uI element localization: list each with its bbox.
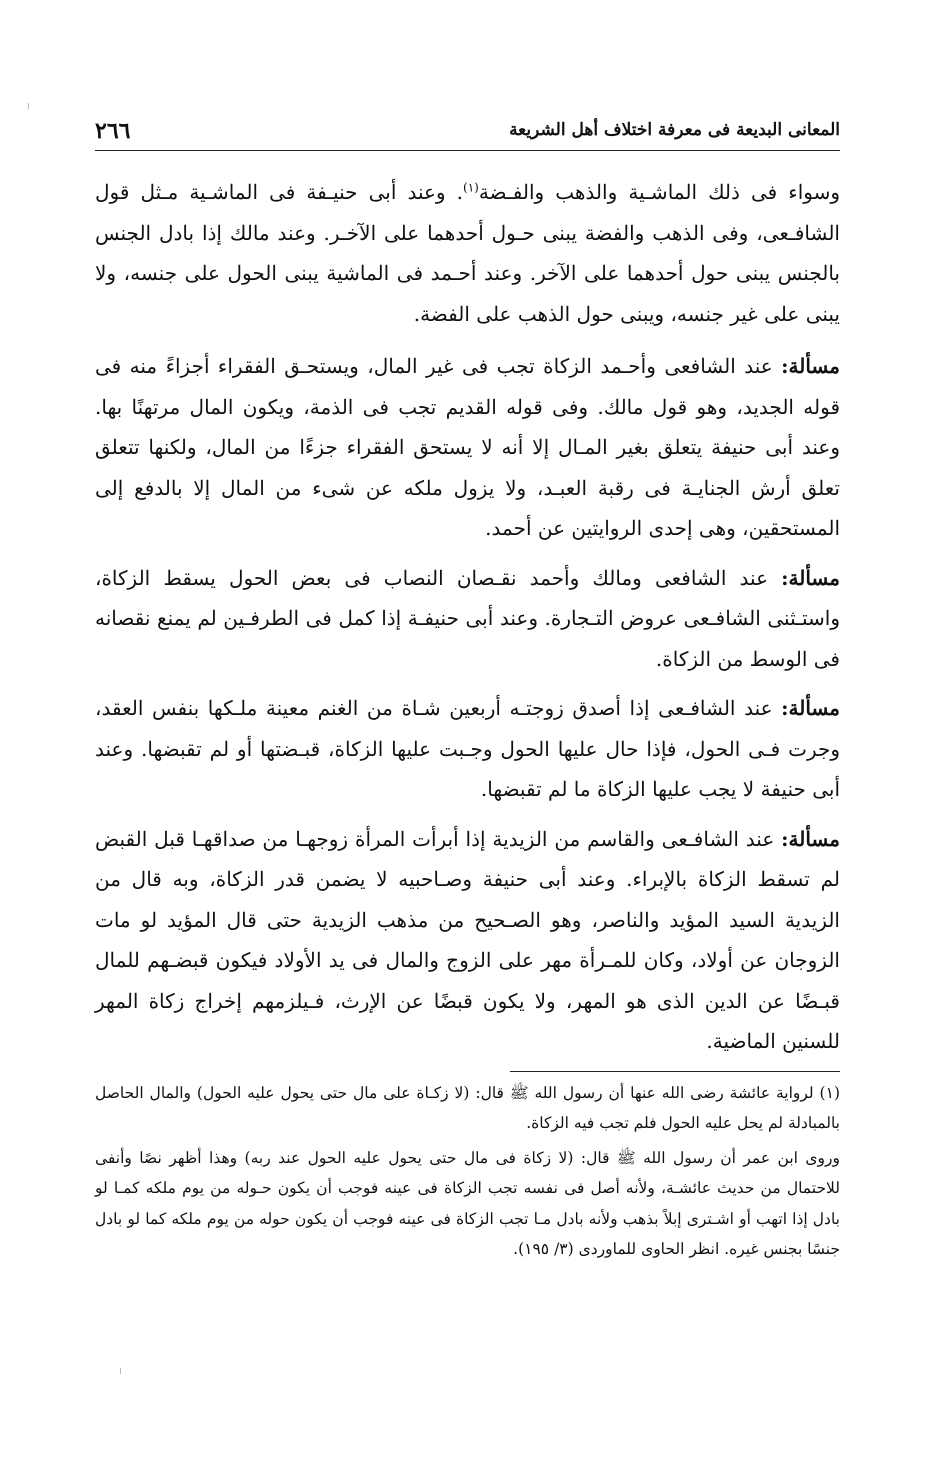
paragraph-text: عند الشافعى وأحـمد الزكاة تجب فى غير المال، ويستحـق الفقراء أجزاءً منه فى قوله الجديد، وهو قول مالك. وفى قوله القديم تجب فى الذمة، ويكون المال مرتهنًا بها. وعند أبى حنيفة يتعلق بغير المـال إلا أنه لا يستحق الفقراء جزءًا من المال، ولكنها تتعلق تعلق أرش الجنايـة فى رقبة العبـد، ولا يزول ملكه عن شىء من المال إلا بالدفع إلى المستحقين، وهى إحدى الروايتين عن أحمد. (95, 354, 840, 540)
paragraph-text: عند الشافـعى إذا أصدق زوجتـه أربعين شـاة من الغنم معينة ملـكها بنفس العقد، وجرت فـى الحول، فإذا حال عليها الحول وجـبت عليها الزكاة، قبـضتها أو لم تقبضها. وعند أبى حنيفة لا يجب عليها الزكاة ما لم تقبضها. (95, 696, 840, 801)
issue-label: مسألة: (781, 354, 840, 378)
page-header (95, 110, 840, 150)
footnote-reference: (١) (463, 180, 479, 195)
issue-paragraph (95, 819, 840, 1062)
paragraph-text-continued: . وعند أبى حنيـفة فى الماشـية مـثل قول الشافـعى، وفى الذهب والفضة يبنى حـول أحدهما على الآخـر. وعند مالك إذا بادل الجنس بالجنس يبنى حول أحدهما على الآخر. وعند أحـمد فى الماشية يبنى الحول على جنسه، ولا يبنى على غير جنسه، ويبنى حول الذهب على الفضة. (95, 180, 840, 326)
paragraph-text: عند الشافعى ومالك وأحمد نقـصان النصاب فى بعض الحول يسقط الزكاة، واستـثنى الشافـعى عروض التـجارة. وعند أبى حنيفـة إذا كمل فى الطرفـين لم يمنع نقصانه فى الوسط من الزكاة. (95, 565, 840, 671)
page-number: ٢٦٦ (95, 118, 131, 144)
issue-paragraph (95, 688, 840, 810)
issue-label: مسألة: (781, 826, 840, 851)
scan-mark-bottom (120, 1368, 121, 1374)
running-title: المعانى البديعة فى معرفة اختلاف أهل الشريعة (509, 120, 840, 140)
footnote-continuation: وروى ابن عمر أن رسول الله ﷺ قال: (لا زكاة فى مال حتى يحول عليه الحول عند ربه) وهذا أظهر نصًا وأنفى للاحتمال من حديث عائشـة، ولأنه أصل فى نفسه تجب الزكاة فى عينه فوجب أن يكون حـوله من يوم ملكه كمـا لو بادل إذا اتهب أو اشـترى إبلاً بذهب ولأنه بادل مـا تجب الزكاة فى عينه فوجب أن يكون حوله من يوم ملكه كما لو بادل جنسًا بجنس غيره. انظر الحاوى للماوردى (٣/ ١٩٥). (95, 1148, 840, 1258)
main-text (95, 150, 840, 1062)
paragraph (95, 172, 840, 334)
paragraph-text: عند الشافـعى والقاسم من الزيدية إذا أبرأت المرأة زوجهـا من صداقهـا قبل القبض لم تسقط الزكاة بالإبراء. وعند أبى حنيفة وصـاحبيه لا يضمن قدر الزكاة، وبه قال من الزيدية السيد المؤيد والناصر، وهو الصـحيح من مذهب الزيدية حتى قال المؤيد لو مات الزوجان عن أولاد، وكان للمـرأة مهر على الزوج والمال فى يد الأولاد فيكون قبضـهم للمال قبـضًا عن الدين الذى هو المهر، ولا يكون قبضًا عن الإرث، فـيلزمهم إخراج زكاة المهر للسنين الماضية. (95, 826, 840, 1053)
footnote: (١) لرواية عائشة رضى الله عنها أن رسول الله ﷺ قال: (لا زكـاة على مال حتى يحول عليه الحول) والمال الحاصل بالمبادلة لم يحل عليه الحول فلم تجب فيه الزكاة. (95, 1083, 840, 1132)
footnote-separator (510, 1071, 840, 1072)
issue-paragraph (95, 558, 840, 680)
issue-label: مسألة: (781, 565, 840, 590)
issue-paragraph (95, 346, 840, 549)
scan-mark-top (28, 103, 29, 109)
footnotes (95, 1078, 840, 1265)
book-page (95, 110, 840, 1269)
issue-label: مسألة: (781, 696, 840, 720)
paragraph-text: وسواء فى ذلك الماشـية والذهب والفـضة (478, 180, 841, 204)
header-rule (95, 150, 840, 151)
